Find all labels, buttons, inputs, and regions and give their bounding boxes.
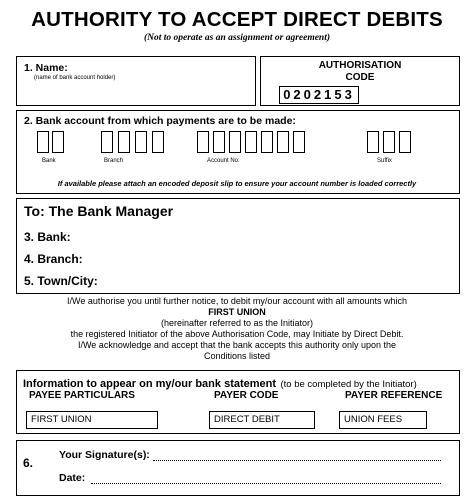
branch-field-label[interactable]: 4. Branch: [24, 252, 83, 266]
account-digit-cell[interactable] [277, 131, 289, 153]
suffix-digit-cell[interactable] [383, 131, 395, 153]
deposit-slip-note: If available please attach an encoded deposit slip to ensure your account number is loaded correctly [57, 179, 417, 188]
authorise-line-4: I/We acknowledge and accept that the bank accepts this authority only upon the [77, 340, 397, 350]
suffix-digit-cell[interactable] [399, 131, 411, 153]
suffix-cell-label: Suffix [377, 158, 392, 164]
signature-number: 6. [23, 456, 34, 470]
bank-field-label[interactable]: 3. Bank: [24, 230, 71, 244]
form-subtitle: (Not to operate as an assignment or agreement) [143, 33, 331, 43]
bank-digit-cell[interactable] [37, 131, 49, 153]
bank-cell-label: Bank [42, 158, 56, 164]
form-title: AUTHORITY TO ACCEPT DIRECT DEBITS [31, 8, 443, 31]
signature-line[interactable] [153, 460, 441, 461]
account-cell-label: Account No: [207, 158, 240, 164]
payee-particulars-header: PAYEE PARTICULARS [29, 390, 135, 401]
authorise-line-2: (hereinafter referred to as the Initiator) [160, 318, 314, 328]
branch-digit-cell[interactable] [101, 131, 113, 153]
payer-code-header: PAYER CODE [214, 390, 279, 401]
authorisation-label: AUTHORISATION [318, 60, 402, 71]
name-sublabel: (name of bank account holder) [34, 75, 116, 81]
name-label: 1. Name: [24, 62, 68, 74]
payer-reference-header: PAYER REFERENCE [345, 390, 443, 401]
payer-code-field[interactable]: DIRECT DEBIT [209, 411, 315, 429]
account-digit-cell[interactable] [245, 131, 257, 153]
branch-digit-cell[interactable] [135, 131, 147, 153]
account-digit-cell[interactable] [229, 131, 241, 153]
code-label: CODE [345, 72, 375, 83]
authorisation-box [260, 56, 460, 106]
town-city-field-label[interactable]: 5. Town/City: [24, 274, 98, 288]
account-digit-cell[interactable] [261, 131, 273, 153]
branch-digit-cell[interactable] [118, 131, 130, 153]
payer-reference-field[interactable]: UNION FEES [339, 411, 427, 429]
branch-cell-label: Branch [104, 158, 124, 164]
bank-digit-cell[interactable] [52, 131, 64, 153]
bank-manager-heading: To: The Bank Manager [24, 203, 174, 219]
initiator-name: FIRST UNION [208, 307, 266, 317]
authorisation-code: 0202153 [279, 86, 359, 104]
account-digit-cell[interactable] [213, 131, 225, 153]
branch-digit-cell[interactable] [152, 131, 164, 153]
payee-particulars-field[interactable]: FIRST UNION [26, 411, 158, 429]
statement-heading: Information to appear on my/our bank statement [23, 378, 277, 390]
signature-label: Your Signature(s): [59, 449, 150, 461]
authorise-line-5: Conditions listed [203, 351, 271, 361]
statement-heading-note: (to be completed by the Initiator) [280, 379, 417, 390]
authorise-line-3: the registered Initiator of the above Authorisation Code, may Initiate by Direct Debit. [70, 329, 404, 339]
account-digit-cell[interactable] [293, 131, 305, 153]
suffix-digit-cell[interactable] [367, 131, 379, 153]
statement-info-box [16, 370, 460, 434]
account-digit-cell[interactable] [197, 131, 209, 153]
authorise-line-1: I/We authorise you until further notice, to debit my/our account with all amounts which [66, 296, 407, 306]
date-line[interactable] [91, 483, 441, 484]
bank-account-label: 2. Bank account from which payments are to be made: [24, 115, 296, 127]
name-box[interactable] [16, 56, 256, 106]
date-label: Date: [59, 472, 86, 484]
signature-box [16, 440, 460, 496]
bank-manager-box [16, 198, 460, 294]
